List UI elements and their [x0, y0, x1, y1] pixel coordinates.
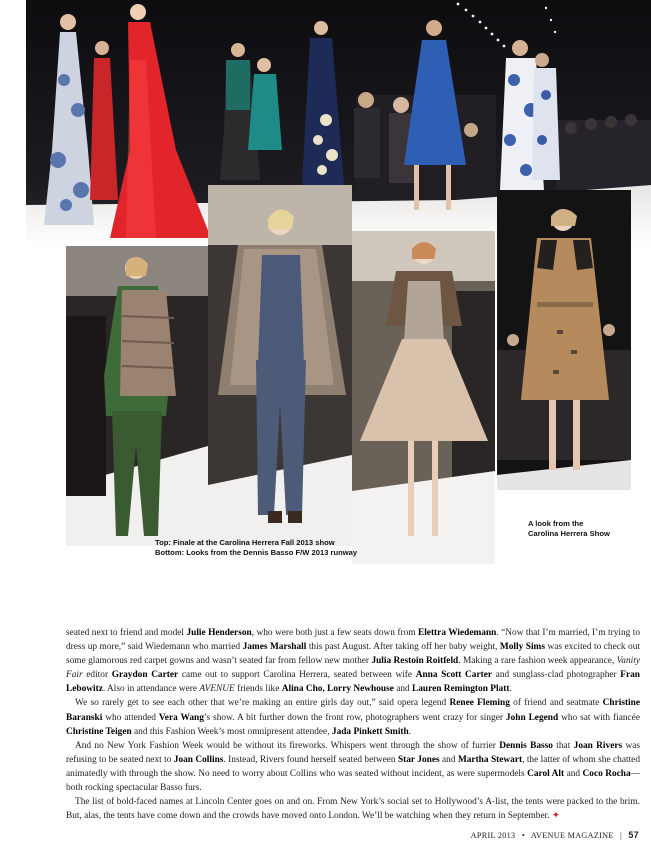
caption-side-line1: A look from the — [528, 519, 584, 528]
text-run: , the latter of whom she chatted animatedly with through the show. No need to worry about Collins who was seated without incident, as were supermodels — [66, 754, 640, 779]
caption-side-line2: Carolina Herrera Show — [528, 529, 610, 538]
text-run: was excited to check out some glamorous red carpet gowns and wasn’t seated far from fellow new mother — [66, 642, 640, 667]
text-run: and — [439, 754, 458, 765]
herrera-look-trench-photo — [497, 190, 631, 490]
text-run: and this Fashion Week’s most omnipresent attendee, — [131, 726, 332, 737]
text-run: . Making a rare fashion week appearance, — [458, 656, 617, 667]
basso-look-green-fur-photo — [66, 246, 208, 546]
bold-name: James Marshall — [242, 642, 307, 653]
page-number: 57 — [628, 830, 639, 840]
caption-line-bottom: Bottom: Looks from the Dennis Basso F/W 2013 runway — [155, 548, 358, 557]
italic-title: AVENUE — [199, 684, 235, 695]
text-run: who sat with fiancée — [558, 712, 640, 723]
bold-name: Graydon Carter — [111, 670, 179, 681]
bold-name: Carol Alt — [527, 768, 565, 779]
text-run: that — [552, 740, 574, 751]
text-run: . “Now that I’m married, I’m trying to dress up more,” said Wiedemann who married — [66, 628, 641, 653]
text-run: friends like — [234, 684, 282, 695]
text-run: , who were both just a few seats down from — [251, 628, 418, 638]
text-run: . Also in attendance were — [102, 684, 200, 695]
bold-name: Christine Teigen — [66, 726, 132, 737]
text-run: We so rarely get to see each other that we’re making an entire girls day out,” said opera legend — [75, 698, 450, 709]
bold-name: Julie Henderson — [186, 628, 252, 638]
text-run: came out to support Carolina Herrera, seated between wife — [178, 670, 416, 681]
text-run: seated next to friend and model — [66, 628, 187, 638]
bold-name: Joan Collins — [173, 754, 224, 765]
text-run: The list of bold-faced names at Lincoln Center goes on and on. From New York’s social set to Hollywood’s A-list, the tents were packed to the brim. But, alas, the tents have come down and the crowds have moved onto London. We’ll be watching when they return in September. — [66, 797, 640, 822]
photo-caption-side — [528, 519, 638, 539]
text-run: who attended — [102, 712, 159, 723]
photo-caption-main — [155, 538, 365, 558]
text-run: And no New York Fashion Week would be without its fireworks. Whispers went through the show of furrier — [75, 740, 500, 751]
article-body — [66, 626, 640, 823]
bold-name: Lauren Remington Platt — [412, 684, 510, 695]
text-run: and sunglass-clad photographer — [492, 670, 621, 681]
end-of-article-mark: ✦ — [551, 811, 560, 822]
bold-name: Alina Cho, Lorry Newhouse — [281, 684, 394, 695]
page-footer — [471, 830, 639, 840]
article-paragraph — [66, 696, 640, 738]
bold-name: Elettra Wiedemann — [417, 628, 497, 638]
issue-date: APRIL 2013 — [470, 831, 516, 840]
bold-name: Dennis Basso — [499, 740, 553, 751]
bold-name: Christine Baranski — [66, 698, 640, 723]
footer-bullet: • — [521, 831, 525, 840]
text-run: . Instead, Rivers found herself seated between — [223, 754, 398, 765]
bold-name: Anna Scott Carter — [415, 670, 493, 681]
text-run: and — [564, 768, 583, 779]
article-paragraph — [66, 626, 640, 696]
magazine-name: AVENUE MAGAZINE — [530, 831, 614, 840]
text-run: and — [393, 684, 413, 695]
text-run: . — [408, 726, 412, 737]
bold-name: Joan Rivers — [573, 740, 623, 751]
text-run: ’s show. A bit further down the front row, photographers went crazy for singer — [203, 712, 506, 723]
text-run: . — [509, 684, 512, 695]
bold-name: Star Jones — [397, 754, 440, 765]
text-run: this past August. After taking off her baby weight, — [306, 642, 500, 653]
text-run: was refusing to be seated next to — [66, 740, 641, 765]
text-run: of friend and seatmate — [509, 698, 603, 709]
bold-name: Jada Pinkett Smith — [331, 726, 409, 737]
article-paragraph — [66, 795, 640, 823]
bold-name: Julia Restoin Roitfeld — [371, 656, 459, 667]
basso-look-cocktail-dress-photo — [352, 231, 495, 564]
bold-name: Molly Sims — [499, 642, 545, 653]
bold-name: Vera Wang — [158, 712, 204, 723]
text-run: —both rocking spectacular Basso furs. — [66, 768, 640, 794]
bold-name: Fran Lebowitz — [66, 670, 641, 695]
bold-name: Renee Fleming — [449, 698, 510, 709]
article-paragraph — [66, 739, 640, 795]
bold-name: Coco Rocha — [582, 768, 631, 779]
basso-look-denim-fur-photo — [208, 185, 352, 546]
caption-line-top: Top: Finale at the Carolina Herrera Fall 2013 show — [155, 538, 335, 547]
footer-separator: | — [620, 831, 623, 840]
italic-title: Vanity Fair — [66, 656, 640, 681]
text-run: editor — [82, 670, 112, 681]
bold-name: John Legend — [505, 712, 559, 723]
bold-name: Martha Stewart — [457, 754, 523, 765]
